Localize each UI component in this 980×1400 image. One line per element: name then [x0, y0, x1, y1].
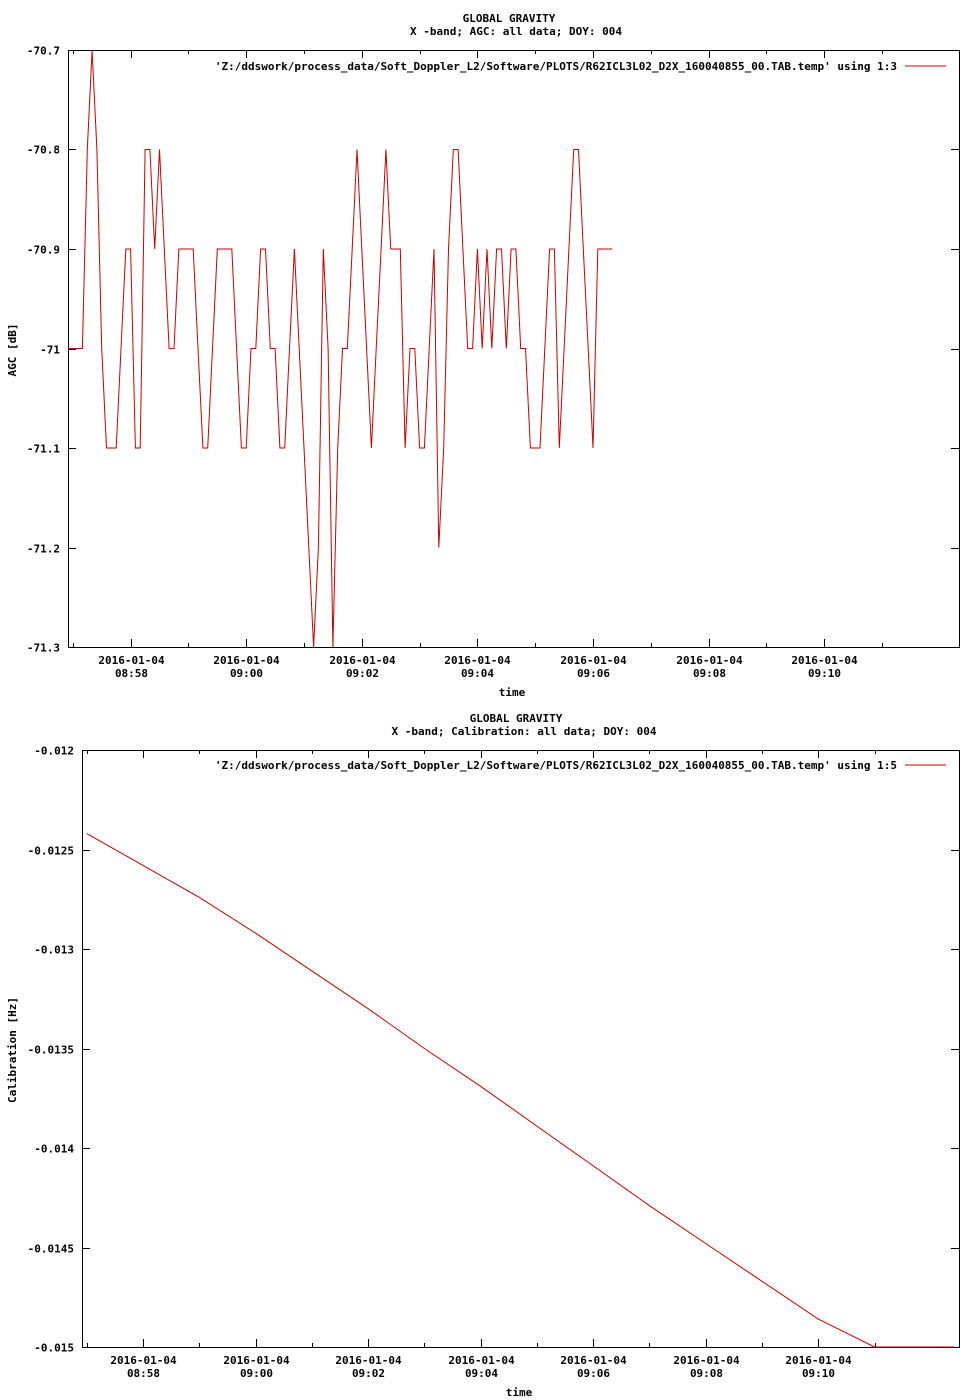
chart-calibration	[6, 712, 960, 1399]
chart-agc-legend-label: 'Z:/ddswork/process_data/Soft_Doppler_L2/Software/PLOTS/R62ICL3L02_D2X_160040855_00.TAB.temp' using 1:3	[214, 60, 897, 73]
x-tick-label-time: 09:08	[689, 1367, 724, 1380]
chart-agc-ylabel: AGC [dB]	[6, 323, 19, 377]
x-tick-label-date: 2016-01-04	[676, 654, 743, 667]
x-tick-label-date: 2016-01-04	[791, 654, 858, 667]
chart-agc-xlabel: time	[498, 686, 526, 699]
chart-agc-series-line	[68, 50, 612, 647]
chart-agc	[6, 12, 960, 699]
chart-calibration-plot-frame	[83, 751, 960, 1348]
x-tick-label-time: 08:58	[126, 1367, 161, 1380]
x-tick-label-time: 09:04	[460, 667, 495, 680]
x-tick-label-date: 2016-01-04	[785, 1354, 852, 1367]
x-tick-label-date: 2016-01-04	[223, 1354, 290, 1367]
chart-calibration-yticks	[28, 745, 959, 1355]
y-tick-label: -71.2	[26, 542, 60, 556]
chart-calibration-xlabel: time	[505, 1386, 533, 1399]
x-tick-label-time: 09:06	[576, 1367, 611, 1380]
y-tick-label: -70.8	[26, 143, 60, 157]
y-tick-label: -0.0145	[27, 1242, 74, 1256]
y-tick-label: -0.0125	[27, 844, 74, 858]
x-tick-label-date: 2016-01-04	[110, 1354, 177, 1367]
y-tick-label: -71.3	[26, 641, 60, 655]
x-tick-label-date: 2016-01-04	[560, 654, 627, 667]
x-tick-label-date: 2016-01-04	[673, 1354, 740, 1367]
chart-agc-yticks	[27, 45, 959, 655]
chart-calibration-series-line	[87, 834, 955, 1347]
x-tick-label-time: 09:10	[807, 667, 842, 680]
y-tick-label: -70.9	[26, 243, 60, 257]
chart-calibration-title: GLOBAL GRAVITY	[469, 712, 563, 725]
x-tick-label-time: 09:06	[576, 667, 611, 680]
x-tick-label-time: 08:58	[114, 667, 149, 680]
x-tick-label-time: 09:00	[229, 667, 264, 680]
chart-calibration-subtitle: X -band; Calibration: all data; DOY: 004	[391, 725, 657, 738]
chart-calibration-ylabel: Calibration [Hz]	[6, 997, 19, 1103]
chart-agc-xticks	[74, 50, 883, 680]
chart-agc-plot-frame	[69, 51, 960, 648]
y-tick-label: -71	[40, 343, 60, 357]
x-tick-label-date: 2016-01-04	[448, 1354, 515, 1367]
y-tick-label: -0.013	[34, 943, 74, 957]
y-tick-label: -0.015	[34, 1341, 74, 1355]
chart-calibration-legend-label: 'Z:/ddswork/process_data/Soft_Doppler_L2/Software/PLOTS/R62ICL3L02_D2X_160040855_00.TAB.temp' using 1:5	[214, 759, 897, 772]
x-tick-label-date: 2016-01-04	[213, 654, 280, 667]
y-tick-label: -71.1	[26, 442, 60, 456]
x-tick-label-date: 2016-01-04	[444, 654, 511, 667]
y-tick-label: -0.014	[34, 1142, 74, 1156]
chart-agc-title: GLOBAL GRAVITY	[462, 12, 556, 25]
x-tick-label-time: 09:10	[801, 1367, 836, 1380]
x-tick-label-time: 09:02	[345, 667, 380, 680]
y-tick-label: -0.0135	[27, 1043, 74, 1057]
x-tick-label-time: 09:02	[351, 1367, 386, 1380]
chart-agc-subtitle: X -band; AGC: all data; DOY: 004	[410, 25, 622, 38]
x-tick-label-date: 2016-01-04	[98, 654, 165, 667]
x-tick-label-time: 09:00	[239, 1367, 274, 1380]
x-tick-label-date: 2016-01-04	[329, 654, 396, 667]
x-tick-label-date: 2016-01-04	[560, 1354, 627, 1367]
y-tick-label: -0.012	[34, 744, 74, 758]
x-tick-label-time: 09:04	[464, 1367, 499, 1380]
chart-calibration-xticks	[88, 750, 876, 1380]
y-tick-label: -70.7	[26, 44, 60, 58]
x-tick-label-time: 09:08	[692, 667, 727, 680]
x-tick-label-date: 2016-01-04	[335, 1354, 402, 1367]
